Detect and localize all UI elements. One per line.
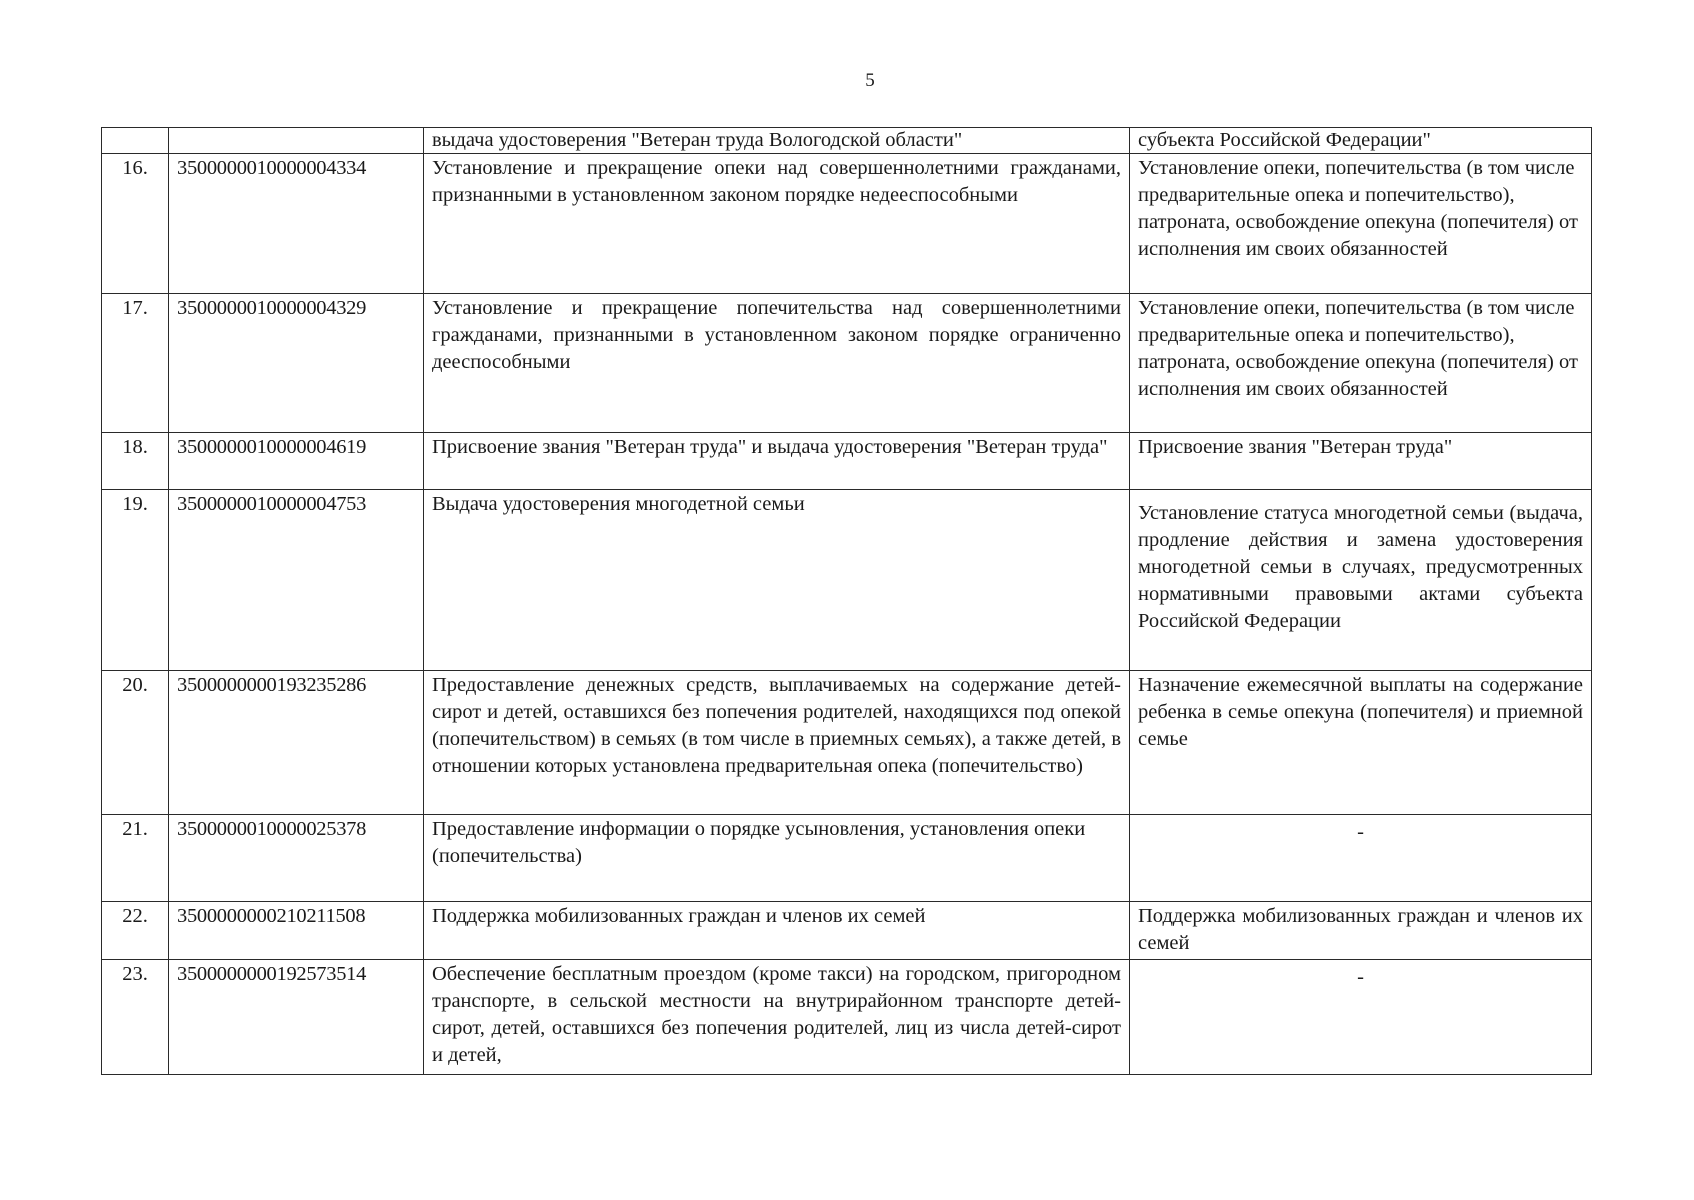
service-name: Установление и прекращение попечительства над совершеннолетними гражданами, признанными в установленном законом порядке ограниченно дееспособными [424,294,1130,433]
table-row [102,815,1592,902]
service-code: 3500000010000004619 [169,433,424,490]
service-name: Предоставление информации о порядке усыновления, установления опеки (попечительства) [424,815,1130,902]
table-row [102,433,1592,490]
service-name: выдача удостоверения "Ветеран труда Вологодской области" [424,128,1130,154]
service-code: 3500000010000025378 [169,815,424,902]
row-number: 20. [102,671,169,815]
federal-service: Присвоение звания "Ветеран труда" [1130,433,1592,490]
service-name: Предоставление денежных средств, выплачиваемых на содержание детей-сирот и детей, оставшихся без попечения родителей, находящихся под опекой (попечительством) в семьях (в том числе в приемных семьях), а также детей, в отношении которых установлена предварительная опека (попечительство) [424,671,1130,815]
table-row [102,154,1592,294]
row-number: 23. [102,960,169,1075]
services-table [101,127,1592,1075]
table-row [102,490,1592,671]
service-code: 3500000000192573514 [169,960,424,1075]
service-name: Выдача удостоверения многодетной семьи [424,490,1130,671]
table-row [102,671,1592,815]
table-row [102,902,1592,960]
federal-service: Установление опеки, попечительства (в том числе предварительные опека и попечительство), патроната, освобождение опекуна (попечителя) от исполнения им своих обязанностей [1130,154,1592,294]
service-name: Присвоение звания "Ветеран труда" и выдача удостоверения "Ветеран труда" [424,433,1130,490]
service-name: Обеспечение бесплатным проездом (кроме такси) на городском, пригородном транспорте, в сельской местности на внутрирайонном транспорте детей-сирот, детей, оставшихся без попечения родителей, лиц из числа детей-сирот и детей, [424,960,1130,1075]
table-row [102,960,1592,1075]
table-row [102,128,1592,154]
service-code: 3500000010000004753 [169,490,424,671]
row-number: 17. [102,294,169,433]
service-code: 3500000000193235286 [169,671,424,815]
service-code: 3500000010000004334 [169,154,424,294]
row-number: 22. [102,902,169,960]
service-code: 3500000000210211508 [169,902,424,960]
row-number: 18. [102,433,169,490]
federal-service: Поддержка мобилизованных граждан и членов их семей [1130,902,1592,960]
service-name: Поддержка мобилизованных граждан и членов их семей [424,902,1130,960]
federal-service: Установление статуса многодетной семьи (выдача, продление действия и замена удостоверения многодетной семьи в случаях, предусмотренных нормативными правовыми актами субъекта Российской Федерации [1130,490,1592,671]
row-number [102,128,169,154]
federal-service: Назначение ежемесячной выплаты на содержание ребенка в семье опекуна (попечителя) и приемной семье [1130,671,1592,815]
service-code [169,128,424,154]
page-number: 5 [865,70,875,91]
federal-service: субъекта Российской Федерации" [1130,128,1592,154]
service-name: Установление и прекращение опеки над совершеннолетними гражданами, признанными в установленном законом порядке недееспособными [424,154,1130,294]
service-code: 3500000010000004329 [169,294,424,433]
federal-service: Установление опеки, попечительства (в том числе предварительные опека и попечительство), патроната, освобождение опекуна (попечителя) от исполнения им своих обязанностей [1130,294,1592,433]
row-number: 21. [102,815,169,902]
row-number: 16. [102,154,169,294]
federal-service: - [1130,960,1592,1075]
table-row [102,294,1592,433]
row-number: 19. [102,490,169,671]
federal-service: - [1130,815,1592,902]
